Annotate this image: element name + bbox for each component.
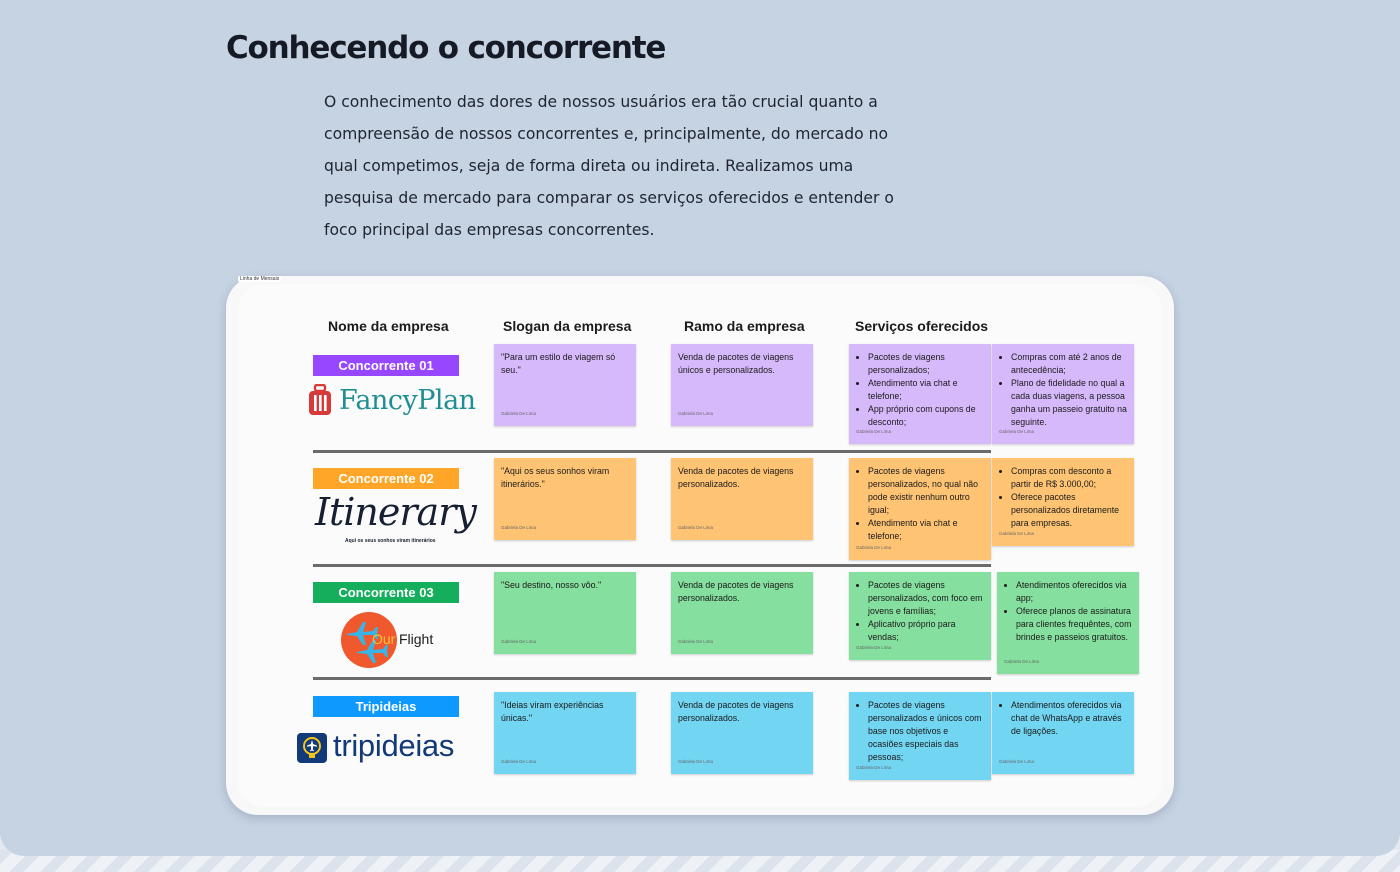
note-text: Venda de pacotes de viagens personalizados. xyxy=(678,466,794,489)
services-list xyxy=(999,699,1127,738)
services-list xyxy=(1004,579,1132,644)
sticky-note-services xyxy=(849,458,991,560)
sticky-note-branch xyxy=(671,692,813,774)
note-text: "Seu destino, nosso vôo." xyxy=(501,580,602,590)
tripideias-logo xyxy=(297,728,482,770)
sticky-note-services xyxy=(849,692,991,780)
list-item: • Aplicativo próprio para vendas; xyxy=(868,618,984,644)
note-author: Gabriela De Lima xyxy=(856,545,892,550)
services-list xyxy=(999,351,1127,429)
row-divider xyxy=(313,677,991,680)
note-author: Gabriela De Lima xyxy=(501,759,537,764)
list-item: • Atendimento via chat e telefone; xyxy=(868,517,984,543)
header-slogan: Slogan da empresa xyxy=(503,318,632,334)
header-branch: Ramo da empresa xyxy=(684,318,805,334)
note-author: Gabriela De Lima xyxy=(856,429,892,434)
list-item: • App próprio com cupons de desconto; xyxy=(868,403,984,429)
sticky-note-services xyxy=(849,344,991,444)
list-item: • Oferece planos de assinatura para clientes frequêntes, com brindes e passeios gratuitos. xyxy=(1016,605,1132,644)
note-author: Gabriela De Lima xyxy=(856,765,892,770)
sticky-note-services xyxy=(992,344,1134,444)
itinerary-logo-text: Itinerary xyxy=(315,490,476,534)
note-author: Gabriela De Lima xyxy=(999,531,1035,536)
list-item: • Atendimento via chat e telefone; xyxy=(868,377,984,403)
sticky-note-services xyxy=(997,572,1139,674)
competitor-badge-03: Concorrente 03 xyxy=(313,582,459,603)
list-item: • Atendimentos oferecidos via app; xyxy=(1016,579,1132,605)
note-text: Venda de pacotes de viagens personalizados. xyxy=(678,580,794,603)
sticky-note-slogan xyxy=(494,458,636,540)
list-item: • Pacotes de viagens personalizados e únicos com base nos objetivos e ocasiões especiais das pessoas; xyxy=(868,699,984,764)
services-list xyxy=(856,699,984,764)
luggage-icon xyxy=(307,384,333,418)
note-author: Gabriela De Lima xyxy=(678,639,714,644)
sticky-note-services xyxy=(849,572,991,660)
note-author: Gabriela De Lima xyxy=(501,411,537,416)
tripideias-badge: Tripideias xyxy=(313,696,459,717)
note-text: Venda de pacotes de viagens personalizados. xyxy=(678,700,794,723)
list-item: • Plano de fidelidade no qual a cada duas viagens, a pessoa ganha um passeio gratuito na seguinte. xyxy=(1011,377,1127,429)
sticky-note-branch xyxy=(671,572,813,654)
note-author: Gabriela De Lima xyxy=(501,639,537,644)
fancyplan-logo-text: FancyPlan xyxy=(339,385,476,416)
note-author: Gabriela De Lima xyxy=(678,411,714,416)
note-author: Gabriela De Lima xyxy=(856,645,892,650)
note-author: Gabriela De Lima xyxy=(1004,659,1040,664)
list-item: • Pacotes de viagens personalizados; xyxy=(868,351,984,377)
header-company-name: Nome da empresa xyxy=(328,318,449,334)
list-item: • Compras com desconto a partir de R$ 3.000,00; xyxy=(1011,465,1127,491)
itinerary-logo xyxy=(313,490,476,560)
sticky-note-slogan xyxy=(494,692,636,774)
note-author: Gabriela De Lima xyxy=(999,429,1035,434)
intro-paragraph: O conhecimento das dores de nossos usuários era tão crucial quanto a compreensão de nossos concorrentes e, principalmente, do mercado no qual competimos, seja de forma direta ou indireta. Realizamos uma pesquisa de mercado para comparar os serviços oferecidos e entender o foco principal das empresas concorrentes. xyxy=(324,93,894,239)
note-author: Gabriela De Lima xyxy=(999,759,1035,764)
services-list xyxy=(856,351,984,429)
sticky-note-slogan xyxy=(494,572,636,654)
sticky-note-services xyxy=(992,458,1134,546)
services-list xyxy=(856,579,984,644)
row-divider xyxy=(313,564,991,567)
ourflight-logo-text-our: Our xyxy=(372,631,396,647)
sticky-note-branch xyxy=(671,344,813,426)
board-tag: Linha de Mensais xyxy=(240,276,280,282)
note-text: "Ideias viram experiências únicas." xyxy=(501,700,604,723)
fancyplan-logo xyxy=(307,383,476,423)
list-item: • Pacotes de viagens personalizados, com foco em jovens e famílias; xyxy=(868,579,984,618)
note-author: Gabriela De Lima xyxy=(678,759,714,764)
sticky-note-slogan xyxy=(494,344,636,426)
competitor-badge-02: Concorrente 02 xyxy=(313,468,459,489)
list-item: • Compras com até 2 anos de antecedência; xyxy=(1011,351,1127,377)
note-text: Venda de pacotes de viagens únicos e personalizados. xyxy=(678,352,794,375)
itinerary-logo-tagline: Aqui os seus sonhos viram itinerários xyxy=(345,538,436,544)
note-text: "Para um estilo de viagem só seu." xyxy=(501,352,616,375)
ourflight-logo-text-flight: Flight xyxy=(399,631,434,647)
note-author: Gabriela De Lima xyxy=(678,525,714,530)
note-text: "Aqui os seus sonhos viram itinerários." xyxy=(501,466,610,489)
page-title: Conhecendo o concorrente xyxy=(226,30,666,66)
list-item: • Oferece pacotes personalizados diretamente para empresas. xyxy=(1011,491,1127,530)
list-item: • Atendimentos oferecidos via chat de WhatsApp e através de ligações. xyxy=(1011,699,1127,738)
sticky-note-services xyxy=(992,692,1134,774)
header-services: Serviços oferecidos xyxy=(855,318,989,334)
services-list xyxy=(856,465,984,543)
list-item: • Pacotes de viagens personalizados, no qual não pode existir nenhum outro igual; xyxy=(868,465,984,517)
row-divider xyxy=(313,450,991,453)
competitor-badge-01: Concorrente 01 xyxy=(313,355,459,376)
lightbulb-airplane-icon xyxy=(297,733,327,763)
services-list xyxy=(999,465,1127,530)
note-author: Gabriela De Lima xyxy=(501,525,537,530)
ourflight-logo xyxy=(341,612,451,668)
sticky-note-branch xyxy=(671,458,813,540)
tripideias-logo-text: tripideias xyxy=(333,728,455,763)
